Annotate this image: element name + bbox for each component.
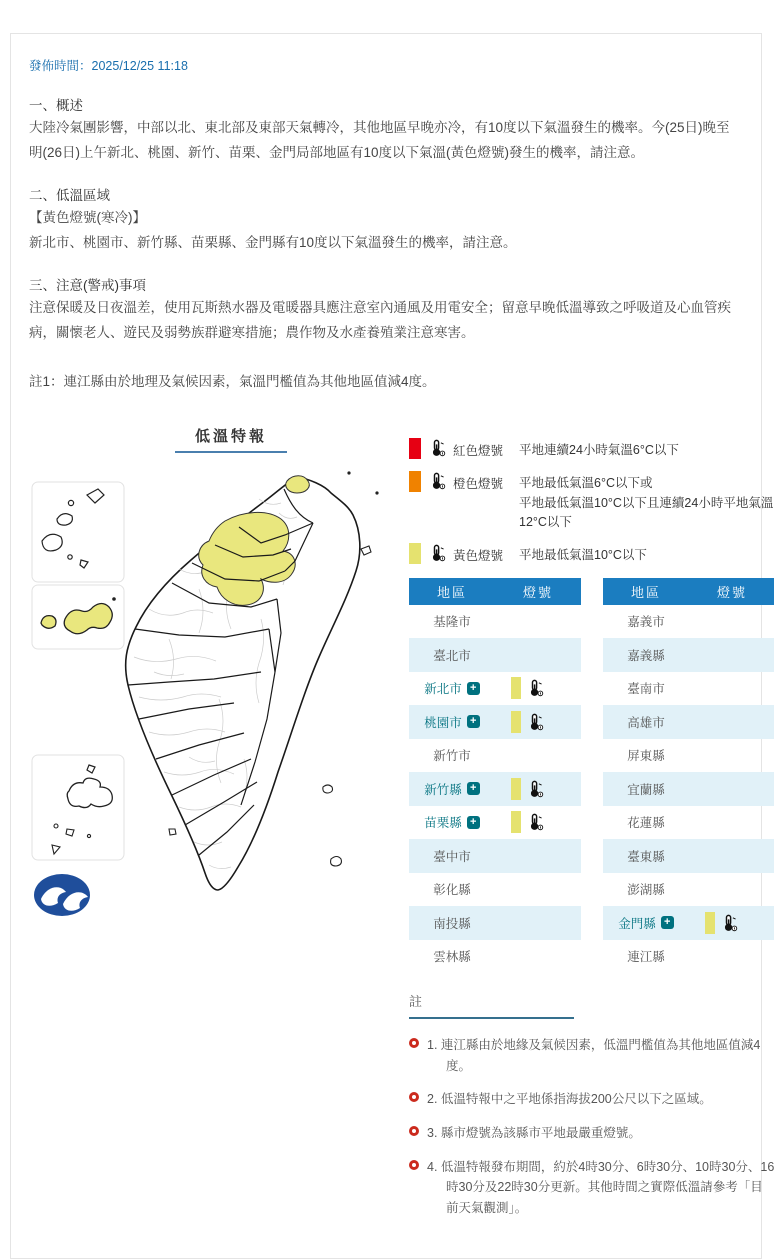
thermometer-icon [526, 679, 544, 697]
table-row [409, 839, 581, 873]
yellow-signal-bar [511, 811, 521, 833]
table-row [409, 739, 581, 773]
region-name: 花蓮縣 [627, 816, 665, 831]
note-item: 3. 縣市燈號為該縣市平地最嚴重燈號。 [409, 1123, 774, 1144]
region-name: 嘉義縣 [627, 648, 665, 663]
red-signal-desc: 平地連續24小時氣溫6°C以下 [519, 442, 679, 457]
region-name: 臺北市 [433, 648, 471, 663]
signal-legend [409, 437, 774, 566]
region-signal-tables [409, 578, 774, 974]
table-row [603, 772, 774, 806]
expand-icon[interactable]: + [467, 816, 480, 829]
section-title-low-temp-area: 二、低溫區域 [29, 187, 110, 203]
taiwan-main-island [126, 476, 360, 890]
map-column [29, 421, 409, 1232]
section-title-precautions: 三、注意(警戒)事項 [29, 277, 146, 293]
legend-row-red [409, 437, 774, 460]
region-name: 基隆市 [433, 615, 471, 630]
table-header [409, 578, 581, 605]
table-row [603, 605, 774, 639]
notes-divider [409, 1017, 574, 1019]
table-row [603, 705, 774, 739]
yellow-signal-bar [705, 912, 715, 934]
expand-icon[interactable]: + [467, 782, 480, 795]
table-row [409, 906, 581, 940]
note-bullet-icon [409, 1038, 419, 1048]
table-row [603, 873, 774, 907]
table-row[interactable] [409, 705, 581, 739]
low-temp-area-text: 新北市、桃園市、新竹縣、苗栗縣、金門縣有10度以下氣溫發生的機率，請注意。 [29, 234, 517, 250]
thermometer-icon [526, 813, 544, 831]
table-row [409, 873, 581, 907]
yellow-signal-bar [511, 677, 521, 699]
expand-icon[interactable]: + [467, 682, 480, 695]
orange-signal-desc-line2: 平地最低氣溫10°C以下且連續24小時平地氣溫12°C以下 [519, 495, 774, 529]
release-time [29, 56, 743, 74]
region-name: 金門縣 [618, 916, 656, 931]
note-item: 2. 低溫特報中之平地係指海拔200公尺以下之區域。 [409, 1089, 774, 1110]
region-name: 南投縣 [433, 916, 471, 931]
cwb-logo [34, 874, 90, 916]
region-name: 臺中市 [433, 849, 471, 864]
region-name: 高雄市 [627, 715, 665, 730]
note-item: 4. 低溫特報發布期間，約於4時30分、6時30分、10時30分、16時30分及22時30分更新。其他時間之實際低溫請參考「目前天氣觀測」。 [409, 1157, 774, 1219]
note-bullet-icon [409, 1092, 419, 1102]
region-name: 新北市 [424, 682, 462, 697]
region-name: 新竹市 [433, 749, 471, 764]
table-row [603, 739, 774, 773]
inset-penghu [32, 755, 124, 860]
release-time-label: 發佈時間： [29, 59, 92, 73]
orange-signal-label: 橙色燈號 [453, 477, 504, 492]
expand-icon[interactable]: + [661, 916, 674, 929]
table-row [409, 638, 581, 672]
column-header-signal: 燈號 [716, 584, 747, 600]
orange-signal-desc [519, 470, 774, 532]
column-header-region: 地區 [436, 584, 467, 600]
region-name: 宜蘭縣 [627, 782, 665, 797]
region-name: 彰化縣 [433, 883, 471, 898]
thermometer-icon [428, 544, 446, 562]
map-title: 低溫特報 [175, 425, 287, 453]
yellow-signal-label: 黃色燈號 [453, 549, 504, 564]
thermometer-icon [526, 713, 544, 731]
table-row[interactable] [409, 672, 581, 706]
expand-icon[interactable]: + [467, 715, 480, 728]
region-table-right [603, 578, 774, 974]
table-row[interactable] [409, 772, 581, 806]
release-time-value: 2025/12/25 11:18 [91, 59, 188, 73]
table-row [603, 940, 774, 974]
taiwan-map[interactable] [29, 457, 399, 927]
region-table-left [409, 578, 581, 974]
region-name: 桃園市 [424, 715, 462, 730]
table-row [603, 806, 774, 840]
region-name: 新竹縣 [424, 782, 462, 797]
section-title-overview: 一、概述 [29, 98, 83, 113]
table-row [409, 605, 581, 639]
yellow-signal-swatch [409, 543, 421, 564]
yellow-signal-subtitle: 【黃色燈號(寒冷)】 [29, 209, 146, 225]
region-name: 臺南市 [627, 682, 665, 697]
notes-title: 註 [409, 994, 423, 1010]
region-name: 澎湖縣 [627, 883, 665, 898]
thermometer-icon [720, 914, 738, 932]
table-row [603, 839, 774, 873]
precautions-text: 注意保暖及日夜溫差，使用瓦斯熱水器及電暖器具應注意室內通風及用電安全；留意早晚低溫導致之呼吸道及心血管疾病，關懷老人、遊民及弱勢族群避寒措施；農作物及水產養殖業注意寒害。 [29, 299, 731, 340]
column-header-signal: 燈號 [522, 584, 553, 600]
orange-signal-swatch [409, 471, 421, 492]
table-header [603, 578, 774, 605]
legend-row-yellow [409, 542, 774, 565]
table-row[interactable] [603, 906, 774, 940]
red-signal-label: 紅色燈號 [453, 443, 504, 458]
region-name: 臺東縣 [627, 849, 665, 864]
yellow-signal-bar [511, 778, 521, 800]
table-row[interactable] [409, 806, 581, 840]
yellow-signal-bar [511, 711, 521, 733]
section-overview-text: 大陸冷氣團影響，中部以北、東北部及東部天氣轉冷，其他地區早晚亦冷，有10度以下氣溫發生的機率。今(25日)晚至明(26日)上午新北、桃園、新竹、苗栗、金門局部地區有10度以下氣溫(黃色燈號)發生的機率，請注意。 [29, 120, 730, 160]
right-column [409, 421, 774, 1232]
thermometer-icon [428, 439, 446, 457]
inset-kinmen [32, 585, 124, 649]
advisory-content [10, 33, 774, 1259]
note-bullet-icon [409, 1126, 419, 1136]
table-row [603, 638, 774, 672]
note-bullet-icon [409, 1160, 419, 1170]
legend-row-orange [409, 470, 774, 532]
region-name: 屏東縣 [627, 749, 665, 764]
note-item: 1. 連江縣由於地緣及氣候因素，低溫門檻值為其他地區值減4度。 [409, 1035, 774, 1076]
thermometer-icon [526, 780, 544, 798]
thermometer-icon [428, 472, 446, 490]
table-row [603, 672, 774, 706]
footnote-lienchiang: 註1：連江縣由於地理及氣候因素，氣溫門檻值為其他地區值減4度。 [29, 373, 436, 389]
inset-matsu [32, 482, 124, 582]
region-name: 雲林縣 [433, 950, 471, 965]
column-header-region: 地區 [630, 584, 661, 600]
region-name: 苗栗縣 [424, 816, 462, 831]
orange-signal-desc-line1: 平地最低氣溫6°C以下或 [519, 476, 653, 491]
red-signal-swatch [409, 438, 421, 459]
yellow-signal-desc: 平地最低氣溫10°C以下 [519, 548, 647, 563]
table-row [409, 940, 581, 974]
notes-section [409, 991, 774, 1218]
region-name: 連江縣 [627, 950, 665, 965]
region-name: 嘉義市 [627, 615, 665, 630]
